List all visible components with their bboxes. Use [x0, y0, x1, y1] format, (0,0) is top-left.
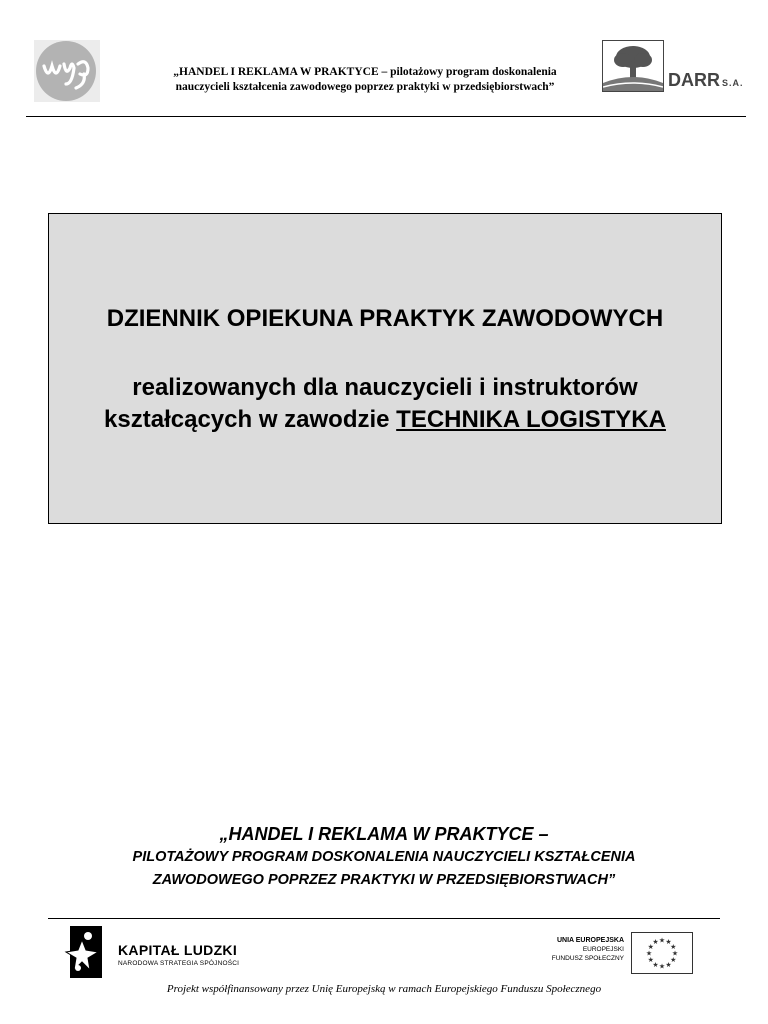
document-title: DZIENNIK OPIEKUNA PRAKTYK ZAWODOWYCH [106, 305, 664, 332]
eu-star-icon: ★ [658, 962, 666, 971]
darr-logo [602, 40, 747, 95]
slogan-line3: ZAWODOWEGO POPRZEZ PRAKTYKI W PRZEDSIĘBIORSTWACH” [152, 872, 616, 888]
header-divider [26, 116, 746, 117]
eu-flag-icon [631, 932, 693, 974]
wyg-logo-mark [34, 40, 100, 102]
footer-divider [48, 918, 720, 919]
eu-star-icon: ★ [645, 949, 653, 958]
document-title-box [48, 213, 722, 524]
eu-logo [520, 932, 695, 974]
eu-star-icon: ★ [670, 943, 677, 951]
program-header-line1: „HANDEL I REKLAMA W PRAKTYCE – pilotażowy program doskonalenia [173, 66, 557, 78]
eu-star-icon: ★ [652, 960, 659, 969]
slogan-line1: „HANDEL I REKLAMA W PRAKTYCE – [219, 824, 549, 844]
program-header-line2: nauczycieli kształcenia zawodowego poprzez praktyki w przedsiębiorstwach” [175, 81, 555, 93]
darr-name: DARR [668, 70, 720, 90]
eu-text [520, 936, 624, 963]
wyg-logo [34, 40, 100, 102]
eu-line2: EUROPEJSKI [582, 946, 624, 953]
program-header-text [120, 65, 610, 95]
cofinance-note: Projekt współfinansowany przez Unię Europejską w ramach Europejskiego Funduszu Społecznego [166, 983, 602, 995]
kapital-ludzki-subtitle: NARODOWA STRATEGIA SPÓJNOŚCI [118, 960, 240, 967]
subtitle-line1: realizowanych dla nauczycieli i instruktorów [132, 374, 638, 401]
document-subtitle [49, 372, 721, 436]
kapital-ludzki-title: KAPITAŁ LUDZKI [118, 942, 238, 958]
eu-line3: FUNDUSZ SPOŁECZNY [551, 955, 624, 962]
eu-star-icon: ★ [665, 938, 672, 947]
eu-star-icon: ★ [647, 956, 654, 964]
eu-line1: UNIA EUROPEJSKA [556, 937, 624, 944]
slogan-line2: PILOTAŻOWY PROGRAM DOSKONALENIA NAUCZYCIELI KSZTAŁCENIA [132, 849, 636, 865]
eu-star-icon: ★ [647, 943, 654, 951]
subtitle-line2-prefix: kształcących w zawodzie [104, 406, 397, 433]
eu-star-icon: ★ [665, 960, 672, 969]
tree-icon [602, 40, 664, 92]
page-header [0, 0, 768, 118]
darr-wordmark [668, 70, 744, 91]
eu-star-icon: ★ [658, 936, 666, 945]
footer-slogan [0, 822, 768, 892]
eu-star-icon: ★ [670, 956, 677, 964]
eu-star-icon: ★ [671, 949, 679, 958]
profession-name: TECHNIKA LOGISTYKA [396, 406, 666, 433]
kapital-ludzki-icon [64, 926, 114, 978]
darr-suffix: S.A. [722, 78, 744, 88]
kapital-ludzki-logo [64, 926, 264, 978]
subtitle-line2 [49, 404, 721, 436]
eu-star-icon: ★ [652, 938, 659, 947]
